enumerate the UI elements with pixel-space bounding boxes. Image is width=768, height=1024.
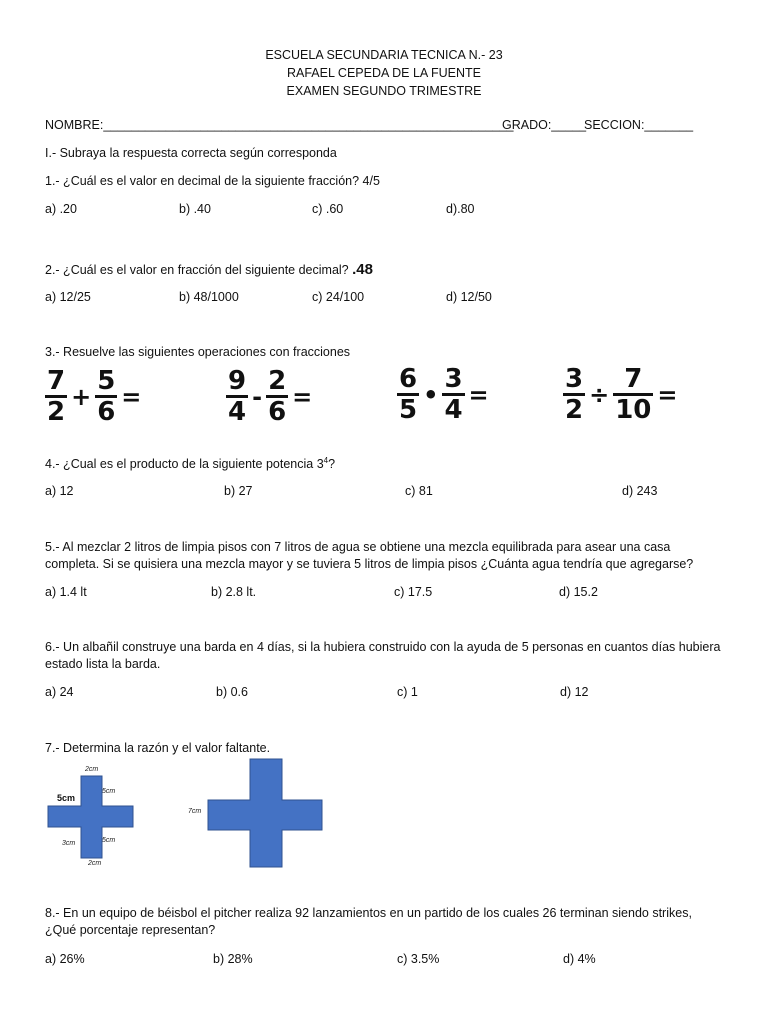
question-8-line-2: ¿Qué porcentaje representan? — [45, 923, 216, 937]
q1-option-d[interactable]: d).80 — [446, 202, 475, 216]
question-8-line-1: 8.- En un equipo de béisbol el pitcher realiza 92 lanzamientos en un partido de los cuales 26 terminan siendo strikes, — [45, 906, 692, 920]
fraction: $\frac{7}{10}$ — [615, 364, 652, 425]
q5-option-c[interactable]: c) 17.5 — [394, 585, 433, 599]
q1-option-b[interactable]: b) .40 — [179, 202, 211, 216]
q6-option-b[interactable]: b) 0.6 — [216, 685, 248, 699]
fraction-operation-1: $\frac{7}{2}$ + $\frac{5}{6}$ = — [47, 366, 142, 427]
q4-option-b[interactable]: b) 27 — [224, 484, 253, 498]
question-6-line-2: estado lista la barda. — [45, 657, 161, 671]
small-cross-label-left: 5cm — [57, 793, 76, 803]
q6-option-c[interactable]: c) 1 — [397, 685, 418, 699]
fraction: $\frac{3}{4}$ — [444, 364, 463, 425]
q8-option-a[interactable]: a) 26% — [45, 952, 85, 966]
small-cross-label-bottom: 2cm — [88, 860, 102, 867]
school-subtitle: RAFAEL CEPEDA DE LA FUENTE — [286, 66, 482, 80]
q1-option-c[interactable]: c) .60 — [312, 202, 344, 216]
name-field[interactable]: NOMBRE:___________________________________________________________ — [45, 118, 514, 132]
section-field[interactable]: SECCION:_______ — [584, 118, 694, 132]
q2-option-b[interactable]: b) 48/1000 — [179, 290, 239, 304]
q8-option-c[interactable]: c) 3.5% — [397, 952, 440, 966]
question-2-value: .48 — [352, 261, 373, 278]
grade-field[interactable]: GRADO:_____ — [502, 118, 587, 132]
question-4: 4.- ¿Cual es el producto de la siguiente potencia $3^4$? — [45, 456, 336, 472]
q2-option-d[interactable]: d) 12/50 — [446, 290, 492, 304]
q8-option-d[interactable]: d) 4% — [563, 952, 596, 966]
q4-option-d[interactable]: d) 243 — [622, 484, 658, 498]
fraction: $\frac{9}{4}$ — [228, 366, 247, 427]
q5-option-b[interactable]: b) 2.8 lt. — [211, 585, 257, 599]
q2-option-a[interactable]: a) 12/25 — [45, 290, 91, 304]
fraction: $\frac{2}{6}$ — [268, 366, 287, 427]
q5-option-a[interactable]: a) 1.4 lt — [45, 585, 87, 599]
small-cross-label-right-bottom: 5cm — [102, 837, 116, 844]
question-5-line-1: 5.- Al mezclar 2 litros de limpia pisos con 7 litros de agua se obtiene una mezcla equilibrada para asear una casa — [45, 540, 671, 554]
fraction-operation-2: $\frac{9}{4}$ - $\frac{2}{6}$ = — [228, 366, 313, 427]
large-cross-shape — [205, 756, 325, 870]
q6-option-a[interactable]: a) 24 — [45, 685, 74, 699]
fraction-operation-3: $\frac{6}{5}$ • $\frac{3}{4}$ = — [399, 364, 489, 425]
fraction-operation-4: $\frac{3}{2}$ ÷ $\frac{7}{10}$ = — [565, 364, 678, 425]
q4-option-a[interactable]: a) 12 — [45, 484, 74, 498]
fraction: $\frac{3}{2}$ — [565, 364, 584, 425]
q1-option-a[interactable]: a) .20 — [45, 202, 77, 216]
q6-option-d[interactable]: d) 12 — [560, 685, 589, 699]
small-cross-shape — [40, 762, 150, 872]
small-cross-label-right-top: 5cm — [102, 788, 116, 795]
exam-title: EXAMEN SEGUNDO TRIMESTRE — [286, 84, 482, 98]
question-2-text: 2.- ¿Cuál es el valor en fracción del siguiente decimal? — [45, 263, 349, 277]
large-cross-label: 7cm — [188, 808, 202, 815]
q2-option-c[interactable]: c) 24/100 — [312, 290, 365, 304]
fraction: $\frac{7}{2}$ — [47, 366, 66, 427]
school-name: ESCUELA SECUNDARIA TECNICA N.- 23 — [265, 48, 503, 62]
question-1: 1.- ¿Cuál es el valor en decimal de la siguiente fracción? 4/5 — [45, 174, 380, 188]
question-3: 3.- Resuelve las siguientes operaciones con fracciones — [45, 345, 351, 359]
small-cross-label-left-bottom: 3cm — [62, 840, 76, 847]
question-2 — [45, 261, 373, 278]
fraction: $\frac{5}{6}$ — [97, 366, 116, 427]
question-5-line-2: completa. Si se quisiera una mezcla mayor y se tuviera 5 litros de limpia pisos ¿Cuánta agua tendría que agregarse? — [45, 557, 694, 571]
q5-option-d[interactable]: d) 15.2 — [559, 585, 598, 599]
fraction: $\frac{6}{5}$ — [399, 364, 418, 425]
q4-option-c[interactable]: c) 81 — [405, 484, 433, 498]
section-instruction: I.- Subraya la respuesta correcta según corresponda — [45, 146, 337, 160]
q8-option-b[interactable]: b) 28% — [213, 952, 253, 966]
question-7: 7.- Determina la razón y el valor faltante. — [45, 741, 271, 755]
small-cross-label-top: 2cm — [85, 766, 99, 773]
question-6-line-1: 6.- Un albañil construye una barda en 4 días, si la hubiera construido con la ayuda de 5 personas en cuantos días hubiera — [45, 640, 721, 654]
